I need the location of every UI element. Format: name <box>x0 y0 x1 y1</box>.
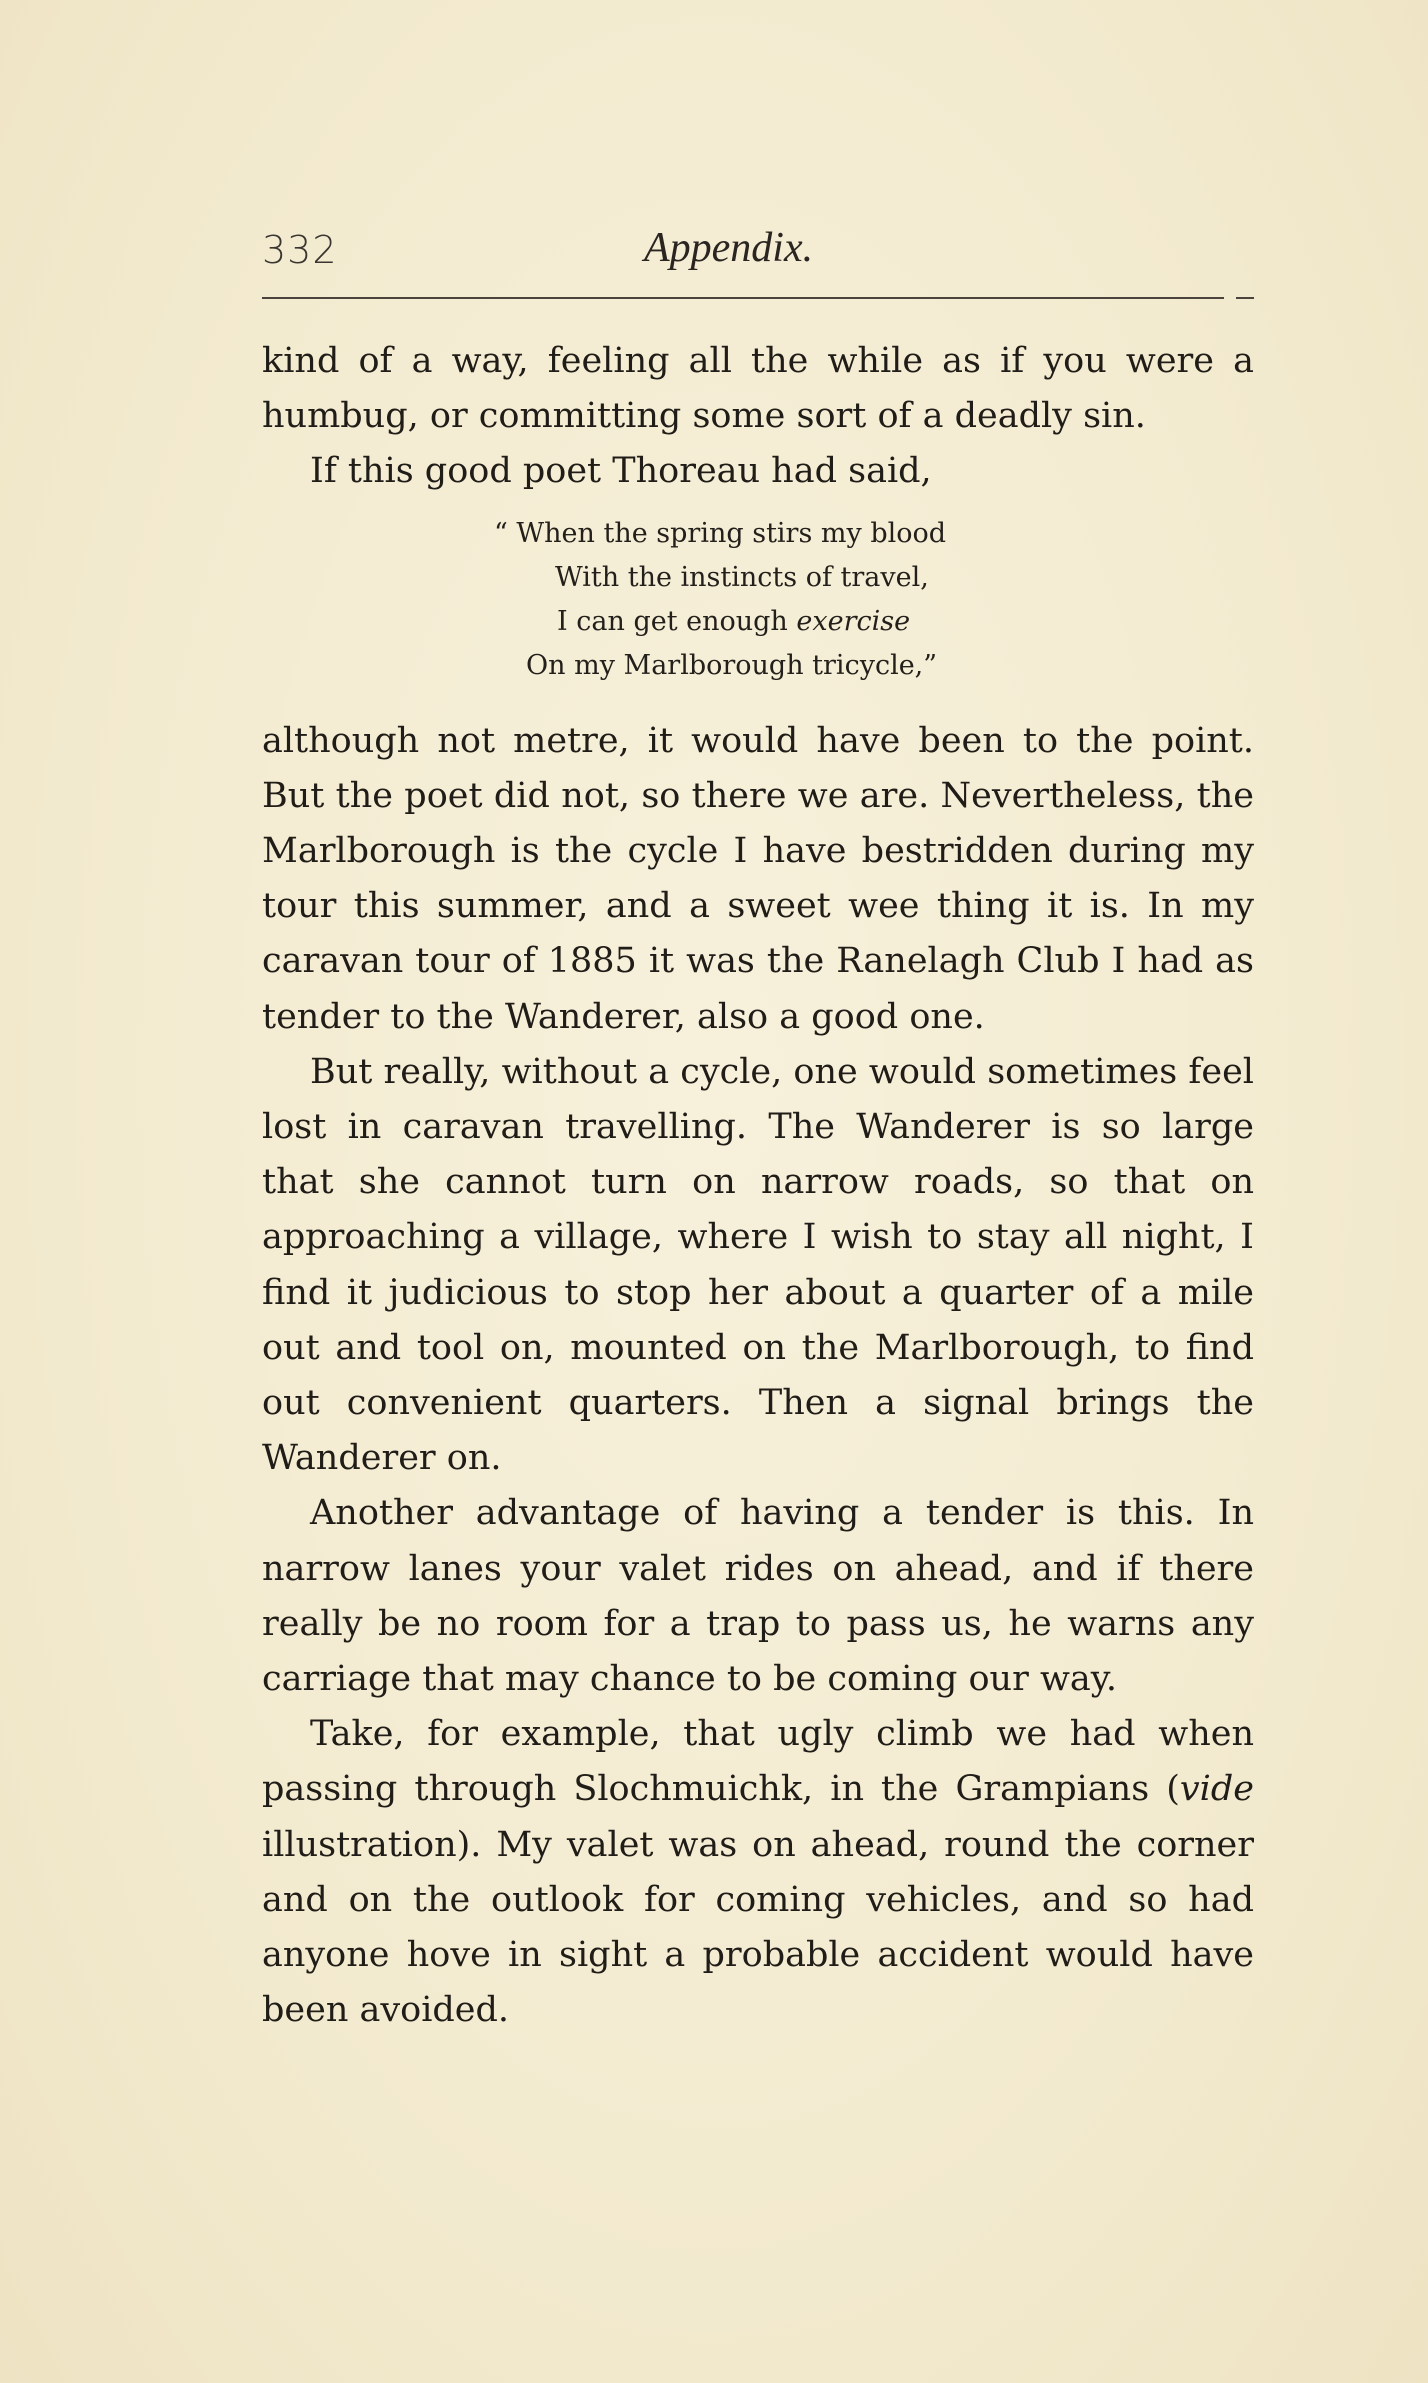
paragraph-slochmuichk <box>262 1707 1254 2038</box>
paragraph-slochmuichk-end: illustration). My valet was on ahead, round the corner and on the outlook for coming vehicles, and so had anyone hove in sight a probable accident would have been avoided. <box>262 1824 1254 2031</box>
body-text <box>262 334 1254 2038</box>
verse-line-2: With the instincts of travel, <box>555 561 929 593</box>
paragraph-slochmuichk-start: Take, for example, that ugly climb we had when passing through Slochmuichk, in the Grampians ( <box>262 1714 1254 1810</box>
header-rule <box>262 297 1224 299</box>
running-title: Appendix. <box>644 225 814 271</box>
verse-line-4: On my Marlborough tricycle,” <box>526 649 938 681</box>
page-header <box>262 225 1252 286</box>
paragraph-marlborough: although not metre, it would have been to the point. But the poet did not, so there we are. Nevertheless, the Marlborough is the cycle I have bestridden during my tour this summer, and a sweet wee thing it is. In my caravan tour of 1885 it was the Ranelagh Club I had as tender to the Wanderer, also a good one. <box>262 720 1254 1037</box>
paragraph-tender-advantage: Another advantage of having a tender is this. In narrow lanes your valet rides on ahead, and if there really be no room for a trap to pass us, he warns any carriage that may chance to be coming our way. <box>262 1493 1254 1700</box>
verse-line-1: “ When the spring stirs my blood <box>494 517 947 549</box>
paragraph-continued: kind of a way, feeling all the while as if you were a humbug, or committing some sort of a deadly sin. <box>262 341 1254 437</box>
verse-quotation <box>262 512 1254 688</box>
verse-line-3-italic: exercise <box>796 605 911 637</box>
paragraph-thoreau-intro: If this good poet Thoreau had said, <box>310 451 932 492</box>
verse-line-3 <box>262 600 1254 644</box>
paragraph-without-cycle: But really, without a cycle, one would sometimes feel lost in caravan travelling. The Wanderer is so large that she cannot turn on narrow roads, so that on approaching a village, where I wish to stay all night, I find it judicious to stop her about a quarter of a mile out and tool on, mounted on the Marlborough, to find out convenient quarters. Then a signal brings the Wanderer on. <box>262 1051 1254 1479</box>
paragraph-slochmuichk-italic: vide <box>1179 1769 1254 1810</box>
header-rule-tail <box>1236 297 1254 299</box>
page-number: 332 <box>262 228 338 272</box>
verse-line-3-text: I can get enough <box>557 605 797 637</box>
